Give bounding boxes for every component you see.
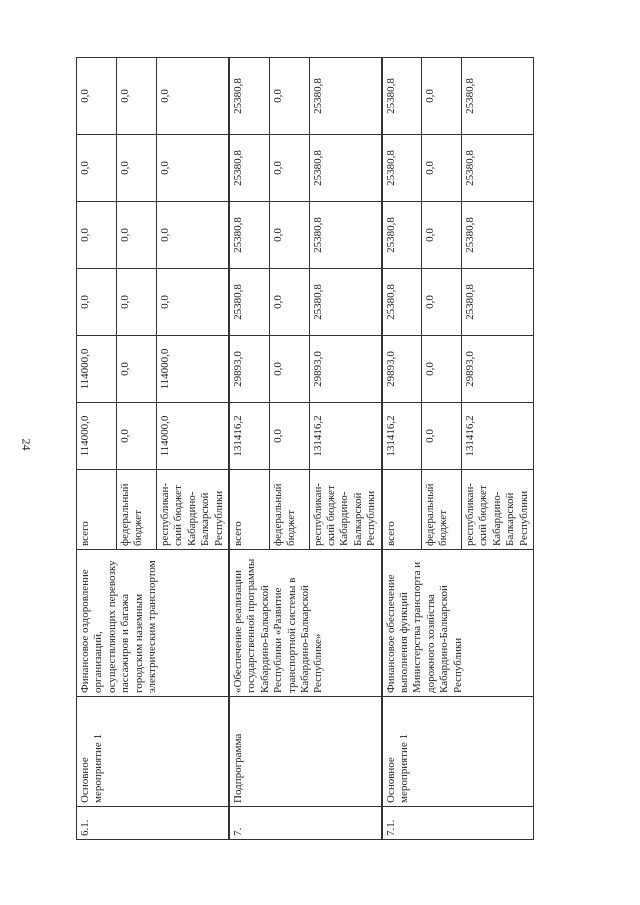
- amount-cell: 0,0: [77, 135, 117, 202]
- amount-cell: 25380,8: [462, 135, 534, 202]
- amount-cell: 114000,0: [157, 336, 230, 403]
- amount-cell: 0,0: [77, 202, 117, 269]
- amount-cell: 0,0: [117, 202, 157, 269]
- amount-cell: 0,0: [422, 269, 462, 336]
- funding-source: всего: [77, 470, 117, 550]
- page-number-text: 24: [19, 438, 34, 451]
- funding-source: республикан-ский бюджет Кабардино-Балкарской Республики: [309, 470, 382, 550]
- amount-cell: 114000,0: [77, 336, 117, 403]
- amount-cell: 25380,8: [309, 58, 382, 135]
- amount-cell: 25380,8: [462, 202, 534, 269]
- table-row: [77, 58, 117, 840]
- row-name: «Обеспечение реализации государственной программы Кабардино-Балкарской Республики «Развитие транспортной системы в Кабардино-Балкарской Республике»: [229, 550, 382, 697]
- amount-cell: 0,0: [117, 269, 157, 336]
- row-type: Основное мероприятие 1: [382, 697, 534, 807]
- amount-cell: 25380,8: [229, 269, 269, 336]
- row-code: 7.1.: [382, 807, 534, 840]
- amount-cell: 0,0: [269, 403, 309, 470]
- amount-cell: 29893,0: [229, 336, 269, 403]
- funding-source: республикан-ский бюджет Кабардино-Балкарской Республики: [462, 470, 534, 550]
- amount-cell: 0,0: [117, 336, 157, 403]
- amount-cell: 0,0: [269, 202, 309, 269]
- amount-cell: 0,0: [422, 202, 462, 269]
- amount-cell: 29893,0: [462, 336, 534, 403]
- amount-cell: 0,0: [422, 135, 462, 202]
- amount-cell: 131416,2: [309, 403, 382, 470]
- amount-cell: 25380,8: [309, 202, 382, 269]
- table-row: [382, 58, 422, 840]
- table-row: [229, 58, 269, 840]
- amount-cell: 0,0: [117, 135, 157, 202]
- amount-cell: 25380,8: [382, 202, 422, 269]
- table-rotation-wrapper: [76, 78, 549, 840]
- amount-cell: 25380,8: [309, 135, 382, 202]
- amount-cell: 131416,2: [462, 403, 534, 470]
- table-body: [77, 58, 534, 840]
- amount-cell: 25380,8: [382, 269, 422, 336]
- amount-cell: 0,0: [157, 58, 230, 135]
- amount-cell: 0,0: [422, 403, 462, 470]
- amount-cell: 0,0: [77, 269, 117, 336]
- amount-cell: 0,0: [77, 58, 117, 135]
- amount-cell: 0,0: [422, 336, 462, 403]
- amount-cell: 131416,2: [382, 403, 422, 470]
- funding-table: [76, 57, 534, 840]
- amount-cell: 0,0: [269, 135, 309, 202]
- amount-cell: 0,0: [157, 135, 230, 202]
- amount-cell: 25380,8: [229, 135, 269, 202]
- funding-source: всего: [382, 470, 422, 550]
- funding-source: республикан-ский бюджет Кабардино-Балкарской Республики: [157, 470, 230, 550]
- amount-cell: 0,0: [157, 202, 230, 269]
- amount-cell: 0,0: [157, 269, 230, 336]
- funding-source: федеральный бюджет: [422, 470, 462, 550]
- amount-cell: 114000,0: [77, 403, 117, 470]
- amount-cell: 25380,8: [382, 135, 422, 202]
- row-type: Подпрограмма: [229, 697, 382, 807]
- amount-cell: 131416,2: [229, 403, 269, 470]
- amount-cell: 25380,8: [462, 269, 534, 336]
- row-name: Финансовое обеспечение выполнения функций Министерства транспорта и дорожного хозяйства Кабардино-Балкарской Республики: [382, 550, 534, 697]
- amount-cell: 114000,0: [157, 403, 230, 470]
- amount-cell: 25380,8: [309, 269, 382, 336]
- amount-cell: 0,0: [117, 58, 157, 135]
- funding-source: федеральный бюджет: [117, 470, 157, 550]
- row-code: 6.1.: [77, 807, 230, 840]
- amount-cell: 25380,8: [382, 58, 422, 135]
- amount-cell: 0,0: [269, 269, 309, 336]
- row-code: 7.: [229, 807, 382, 840]
- amount-cell: 29893,0: [382, 336, 422, 403]
- amount-cell: 25380,8: [229, 58, 269, 135]
- amount-cell: 0,0: [117, 403, 157, 470]
- amount-cell: 0,0: [269, 336, 309, 403]
- amount-cell: 25380,8: [462, 58, 534, 135]
- row-type: Основное мероприятие 1: [77, 697, 230, 807]
- amount-cell: 0,0: [269, 58, 309, 135]
- amount-cell: 25380,8: [229, 202, 269, 269]
- row-name: Финансовое оздоровление организаций, осуществляющих перевозку пассажиров и багажа городским наземным электрическим транспортом: [77, 550, 230, 697]
- page-number: [16, 437, 36, 452]
- rotated-table-area: [76, 78, 549, 840]
- amount-cell: 0,0: [422, 58, 462, 135]
- funding-source: всего: [229, 470, 269, 550]
- amount-cell: 29893,0: [309, 336, 382, 403]
- funding-source: федеральный бюджет: [269, 470, 309, 550]
